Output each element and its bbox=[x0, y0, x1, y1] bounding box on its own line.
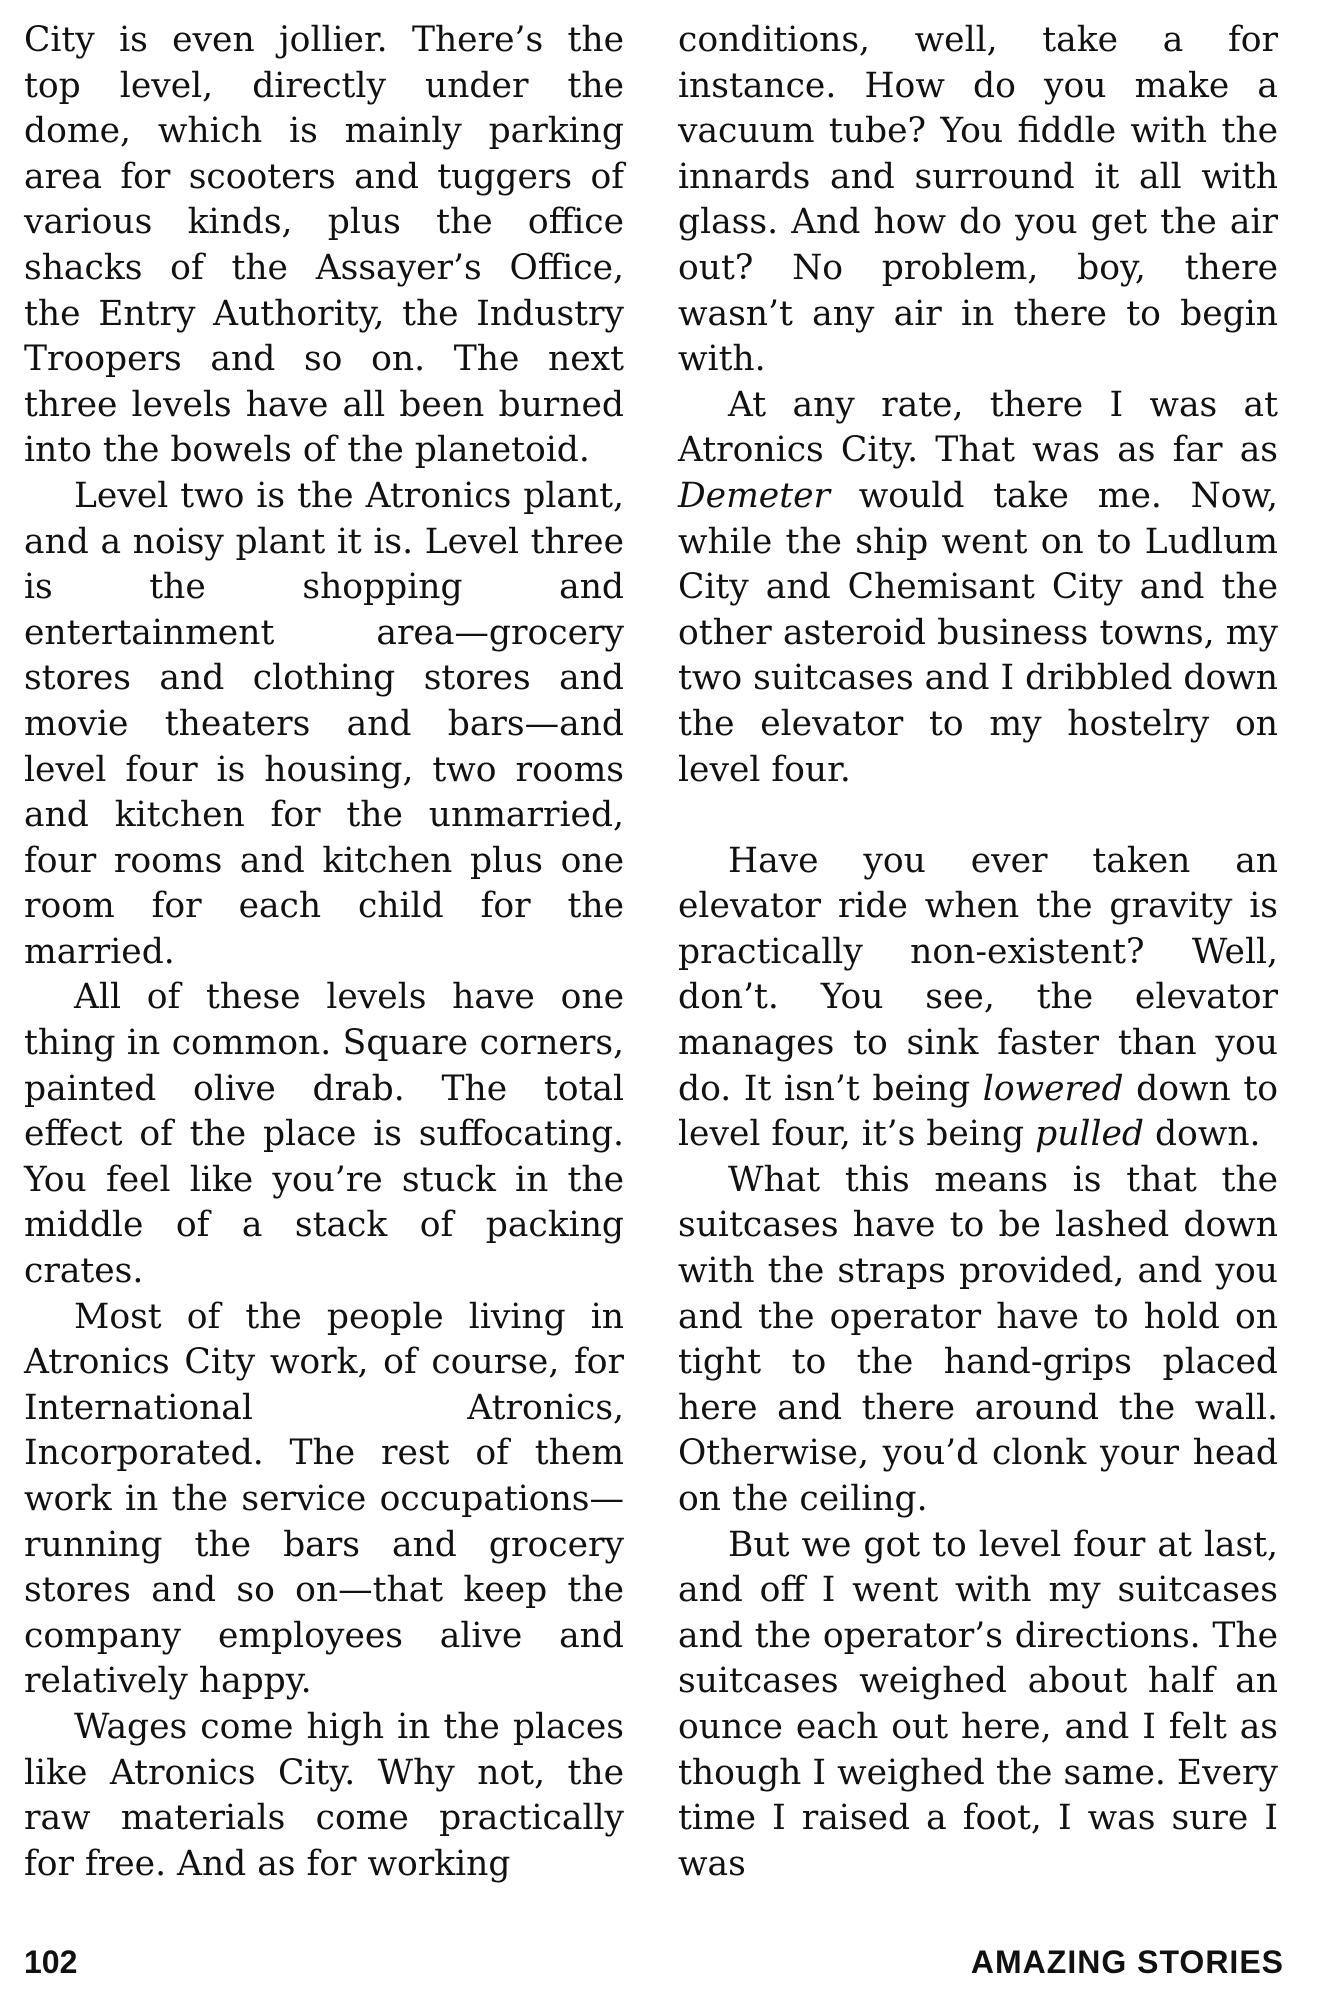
elevator-text-c: down. bbox=[1143, 1114, 1261, 1155]
elevator-text-a: Have you ever taken an elevator ride when the gravity is practically non-existent? Well, don’t. You see, the elevator manages to sink faster than you do. It isn’t being bbox=[678, 840, 1278, 1109]
elevator-text-b: down to level four, it’s being bbox=[678, 1068, 1278, 1155]
left-paragraph-wages: Wages come high in the places like Atronics City. Why not, the raw materials come practically for free. And as for working bbox=[24, 1706, 624, 1884]
right-column bbox=[678, 18, 1278, 1887]
right-paragraph-suitcases: What this means is that the suitcases have to be lashed down with the straps provided, and you and the operator have to hold on tight to the hand-grips placed here and there around the wall. Otherwise, you’d clonk your head on the ceiling. bbox=[678, 1159, 1278, 1519]
right-paragraph-continued: conditions, well, take a for instance. How do you make a vacuum tube? You fiddle with the innards and surround it all with glass. And how do you get the air out? No problem, boy, there wasn’t any air in there to begin with. bbox=[678, 20, 1278, 380]
right-paragraph-elevator bbox=[678, 839, 1278, 1158]
italic-lowered: lowered bbox=[982, 1068, 1124, 1109]
left-paragraph-level-two: Level two is the Atronics plant, and a noisy plant it is. Level three is the shopping and entertainment area—grocery stores and clothing stores and movie theaters and bars—and level four is housing, two rooms and kitchen for the unmarried, four rooms and kitchen plus one room for each child for the married. bbox=[24, 475, 624, 972]
arrival-text-b: would take me. Now, while the ship went on to Ludlum City and Chemisant City and the other asteroid business towns, my two suitcases and I dribbled down the elevator to my hostelry on level four. bbox=[678, 475, 1278, 790]
arrival-text-a: At any rate, there I was at Atronics City. That was as far as bbox=[678, 384, 1278, 471]
ship-name: Demeter bbox=[678, 475, 830, 516]
left-paragraph-levels-common: All of these levels have one thing in common. Square corners, painted olive drab. The total effect of the place is suffocating. You feel like you’re stuck in the middle of a stack of packing crates. bbox=[24, 977, 624, 1292]
left-paragraph-continued: City is even jollier. There’s the top level, directly under the dome, which is mainly parking area for scooters and tuggers of various kinds, plus the office shacks of the Assayer’s Office, the Entry Authority, the Industry Troopers and so on. The next three levels have all been burned into the bowels of the planetoid. bbox=[24, 20, 624, 471]
magazine-title: AMAZING STORIES bbox=[970, 1944, 1284, 1980]
right-paragraph-level-four: But we got to level four at last, and off I went with my suitcases and the operator’s directions. The suitcases weighed about half an ounce each out here, and I felt as though I weighed the same. Every time I raised a foot, I was sure I was bbox=[678, 1524, 1278, 1884]
page-footer bbox=[24, 1940, 1284, 1984]
page-number: 102 bbox=[24, 1944, 78, 1980]
right-paragraph-arrival bbox=[678, 383, 1278, 793]
italic-pulled: pulled bbox=[1035, 1114, 1144, 1155]
left-paragraph-people: Most of the people living in Atronics City work, of course, for International Atronics, Incorporated. The rest of them work in the service occupations—running the bars and grocery stores and so on—that keep the company employees alive and relatively happy. bbox=[24, 1296, 624, 1702]
left-column bbox=[24, 18, 624, 1887]
